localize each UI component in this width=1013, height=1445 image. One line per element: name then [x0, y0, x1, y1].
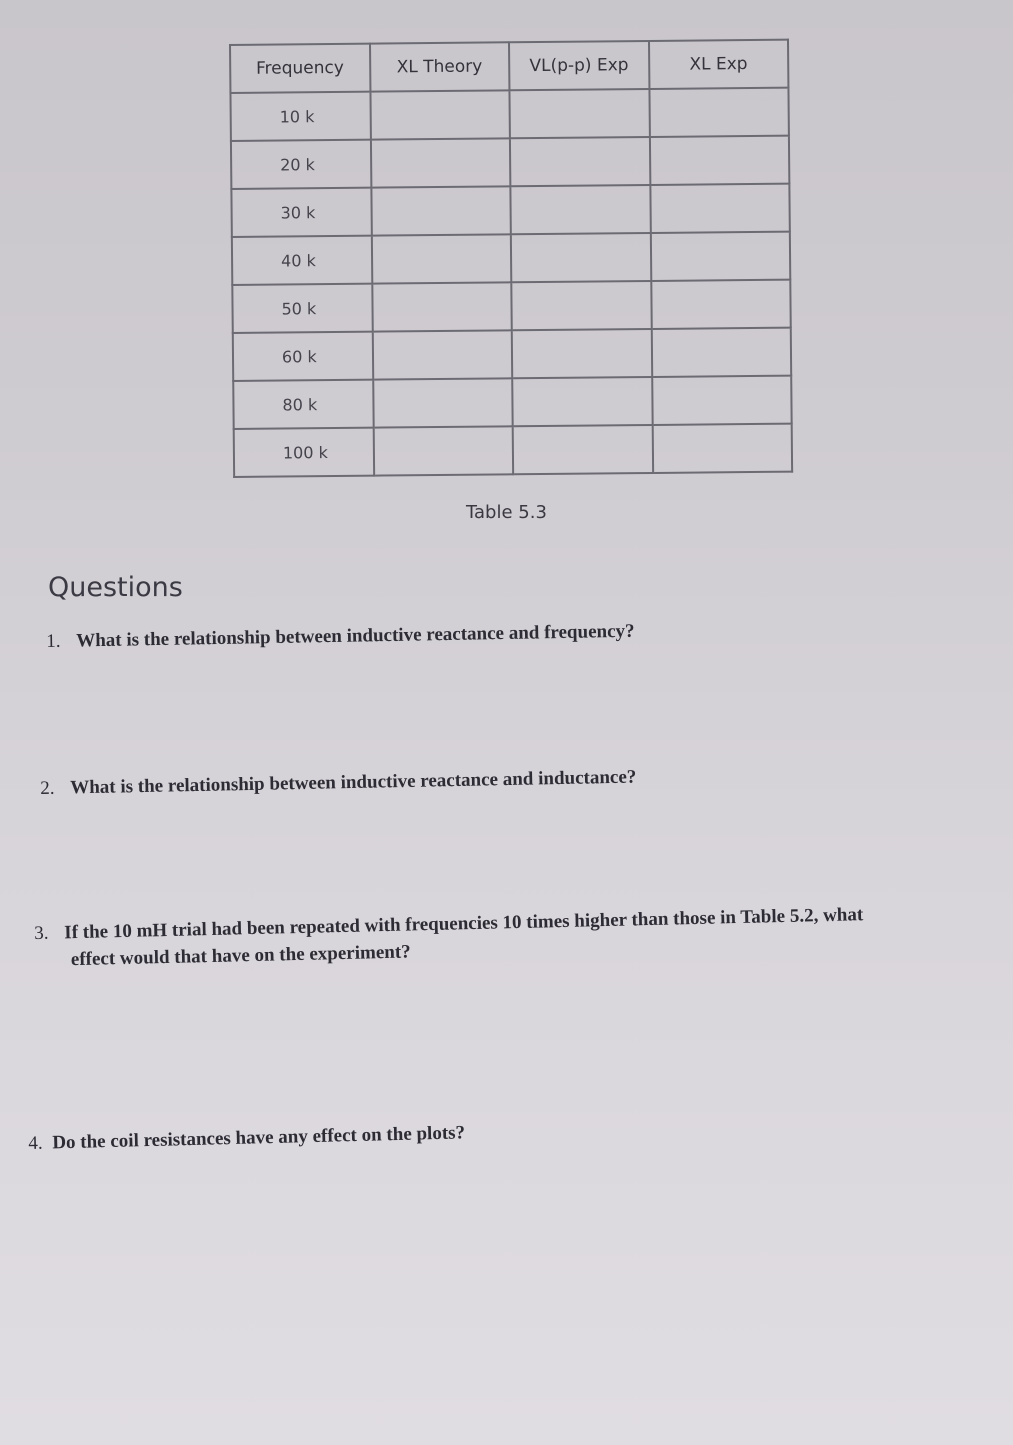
column-header-xl-exp: XL Exp: [648, 40, 788, 89]
column-header-frequency: Frequency: [230, 44, 370, 93]
table-row: [230, 88, 788, 141]
vl-exp-cell: [510, 137, 650, 186]
vl-exp-cell: [511, 281, 651, 330]
frequency-cell: 30 k: [231, 188, 371, 237]
table-container: [229, 39, 793, 478]
table-caption: Table 5.3: [466, 502, 547, 523]
vl-exp-cell: [511, 233, 651, 282]
frequency-cell: 60 k: [233, 332, 373, 381]
table-row: [233, 328, 791, 381]
question-text-continuation: effect would that have on the experiment?: [70, 941, 411, 971]
question-number: 3.: [34, 922, 49, 944]
xl-theory-cell: [372, 330, 512, 379]
question-number: 1.: [46, 630, 61, 652]
question-text: If the 10 mH trial had been repeated with frequencies 10 times higher than those in Table 5.2, what: [64, 904, 864, 944]
xl-theory-cell: [373, 378, 513, 427]
question-2: [40, 764, 637, 802]
vl-exp-cell: [512, 377, 652, 426]
table-row: [232, 232, 790, 285]
table-header-row: [230, 40, 788, 93]
table-row: [234, 424, 792, 477]
xl-exp-cell: [650, 184, 790, 233]
xl-exp-cell: [650, 232, 790, 281]
column-header-xl-theory: XL Theory: [370, 42, 510, 91]
frequency-cell: 100 k: [234, 428, 374, 477]
frequency-cell: 10 k: [230, 92, 370, 141]
vl-exp-cell: [512, 329, 652, 378]
questions-heading: Questions: [48, 572, 183, 603]
table-row: [231, 184, 789, 237]
vl-exp-cell: [510, 185, 650, 234]
table-row: [233, 376, 791, 429]
table-row: [232, 280, 790, 333]
xl-theory-cell: [370, 138, 510, 187]
question-text: What is the relationship between inductive reactance and inductance?: [70, 766, 637, 799]
question-text: What is the relationship between inductive reactance and frequency?: [76, 620, 635, 652]
frequency-cell: 80 k: [233, 380, 373, 429]
question-4: [28, 1119, 465, 1157]
xl-theory-cell: [373, 426, 513, 475]
frequency-cell: 20 k: [231, 140, 371, 189]
xl-exp-cell: [651, 328, 791, 377]
xl-theory-cell: [372, 282, 512, 331]
question-number: 4.: [28, 1132, 43, 1154]
xl-exp-cell: [649, 136, 789, 185]
data-table: [229, 39, 793, 478]
xl-theory-cell: [371, 186, 511, 235]
frequency-cell: 40 k: [232, 236, 372, 285]
xl-exp-cell: [651, 280, 791, 329]
table-row: [231, 136, 789, 189]
xl-exp-cell: [652, 376, 792, 425]
vl-exp-cell: [513, 425, 653, 474]
xl-exp-cell: [649, 88, 789, 137]
vl-exp-cell: [509, 89, 649, 138]
question-number: 2.: [40, 777, 55, 799]
frequency-cell: 50 k: [232, 284, 372, 333]
column-header-vl-exp: VL(p-p) Exp: [509, 41, 649, 90]
xl-exp-cell: [652, 424, 792, 473]
question-3: [34, 898, 995, 974]
xl-theory-cell: [370, 90, 510, 139]
xl-theory-cell: [371, 234, 511, 283]
question-text: Do the coil resistances have any effect on the plots?: [52, 1122, 466, 1154]
question-1: [46, 618, 635, 655]
